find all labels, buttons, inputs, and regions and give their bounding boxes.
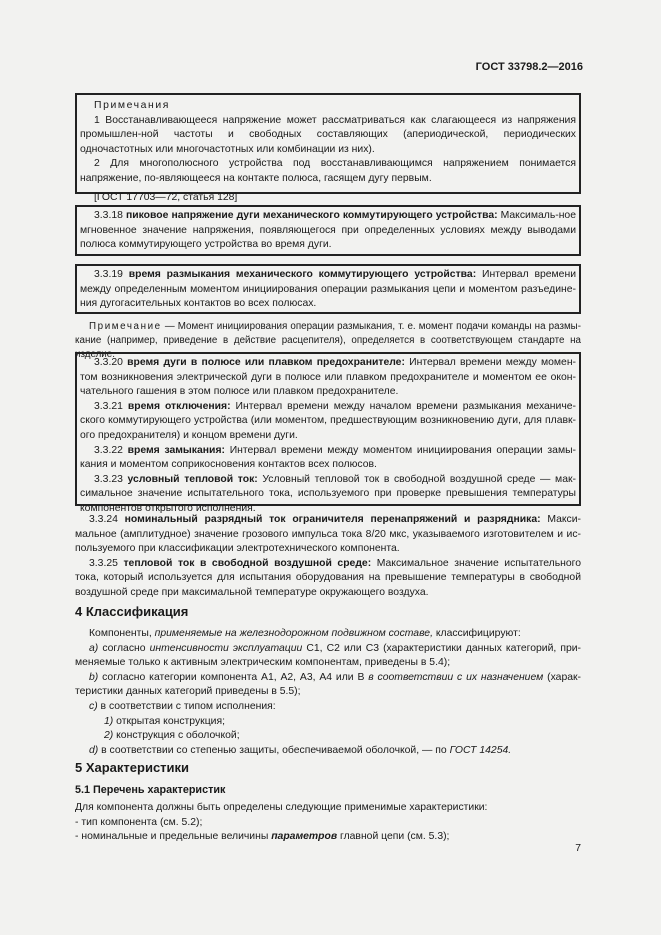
term-title: условный тепловой ток:	[127, 473, 258, 485]
item-text: согласно категории компонента А1, А2, А3, А4 или В	[102, 671, 365, 683]
term-definition: Максимальное значение испытательного тока, который используется для испытания оборудования на превышение температуры в свободной воздушной среде при максимальной температуре окружающего воздуха.	[75, 557, 582, 598]
intro-italic: применяемые на железнодорожном подвижном составе,	[154, 628, 433, 639]
term-number: 3.3.21	[94, 400, 123, 412]
subsection-5-1-title: 5.1 Перечень характеристик	[75, 784, 226, 796]
item-letter: а)	[89, 642, 99, 654]
term-number: 3.3.18	[94, 210, 123, 221]
classification-c	[75, 700, 581, 715]
term-title: тепловой ток в свободной воздушной среде:	[123, 557, 372, 569]
term-3325	[75, 557, 581, 601]
reference: [ГОСТ 17703—72, статья 128]	[94, 191, 238, 203]
item-letter: b)	[89, 671, 99, 683]
term-box-3319	[75, 264, 581, 314]
intro-text: Компоненты,	[89, 628, 152, 639]
section-4-body	[75, 627, 581, 758]
item-text: в соответствии с типом исполнения:	[100, 700, 276, 712]
term-definition: Интервал времени между определенным моментом инициирования операции размыкания цепи и моментом разъедине-ния дугогасительных контактов во всех полюсах.	[80, 269, 576, 310]
term-title: время замыкания:	[127, 444, 225, 456]
term-3324	[75, 513, 581, 557]
note-text: — Момент инициирования операции размыкания, т. е. момент подачи команды на размы-кание (например, приведение в действие расцепителя), определяется в соответствующем стандарте на изделие.	[75, 321, 581, 360]
term-number: 3.3.22	[94, 444, 123, 456]
item-text: согласно	[102, 642, 146, 654]
section-5-body	[75, 801, 581, 845]
term-title: время дуги в полюсе или плавком предохранителе:	[127, 357, 405, 368]
note-1: 1 Восстанавливающееся напряжение может рассматриваться как слагающееся из напряжения промышлен-ной частоты и свободных составляющих (апериодической, периодических одночастотных или многочастотных или комбинации из них).	[80, 114, 576, 155]
section-4-title: 4 Классификация	[75, 604, 189, 619]
item-italic: интенсивности эксплуатации	[149, 642, 303, 654]
item-number: 1)	[104, 715, 114, 727]
term-definition: Максималь-ное мгновенное значение напряжения, появляющегося при определенных условиях между выводами полюса коммутирующего устройства во время дуги.	[80, 210, 576, 251]
term-definition: Макси-мальное (амплитудное) значение грозового импульса тока 8/20 мкс, указываемого изготовителем и ис-пользуемого при классификации электротехнического компонента.	[75, 514, 582, 555]
term-3319	[80, 268, 576, 312]
item-italic: ГОСТ 14254.	[449, 744, 512, 756]
item-text: С1, С2 или С3 (характеристики данных категорий, при-меняемые только к активным электрическим компонентам, приведены в 5.4);	[75, 642, 582, 669]
characteristics-item-2	[75, 830, 581, 845]
note-2: 2 Для многополюсного устройства под восстанавливающимся напряжением понимается напряжение, по-являющееся на контакте полюса, гасящем дугу первым.	[80, 158, 576, 184]
classification-intro	[75, 627, 581, 642]
item-italic: в соответствии с их назначением	[368, 671, 544, 683]
item-text: главной цепи (см. 5.3);	[340, 831, 450, 843]
term-number: 3.3.19	[94, 269, 123, 280]
term-definition: Интервал времени между началом времени размыкания механиче-ского коммутирующего устройства (или моментом, предшествующим возникновению дуги, для плавк-ого предохранителя) и концом времени дуги.	[80, 400, 577, 441]
page-number: 7	[575, 843, 581, 854]
item-bold-italic: параметров	[271, 831, 338, 843]
classification-b	[75, 671, 581, 700]
item-letter: с)	[89, 700, 98, 712]
item-letter: d)	[89, 744, 99, 756]
characteristics-item-1: - тип компонента (см. 5.2);	[75, 816, 203, 828]
term-number: 3.3.20	[94, 357, 123, 368]
notes-title: Примечания	[94, 100, 170, 111]
term-number: 3.3.25	[89, 557, 118, 569]
item-text: открытая конструкция;	[116, 715, 225, 727]
classification-a	[75, 642, 581, 671]
term-title: время отключения:	[127, 400, 231, 412]
term-3323	[80, 473, 576, 517]
item-text: (харак-теристики данных категорий приведены в 5.5);	[75, 671, 582, 698]
item-text: - номинальные и предельные величины	[75, 831, 269, 843]
standard-header: ГОСТ 33798.2—2016	[475, 61, 583, 73]
characteristics-intro: Для компонента должны быть определены следующие применимые характеристики:	[75, 802, 488, 813]
term-3322	[80, 444, 576, 473]
classification-c2	[75, 729, 581, 744]
item-text: конструкция с оболочкой;	[116, 730, 240, 742]
term-3321	[80, 400, 576, 444]
item-text: в соответствии со степенью защиты, обеспечиваемой оболочкой, — по	[101, 744, 447, 756]
term-3318	[80, 209, 576, 253]
intro-text-end: классифицируют:	[435, 628, 521, 639]
item-number: 2)	[104, 730, 114, 742]
note-label: Примечание	[89, 321, 162, 332]
term-3320	[80, 356, 576, 400]
term-number: 3.3.23	[94, 473, 123, 485]
term-title: пиковое напряжение дуги механического коммутирующего устройства:	[125, 210, 498, 221]
term-box-3318	[75, 205, 581, 256]
term-definition: Интервал времени между моментом инициирования операции замы-кания и моментом соприкосновения контактов всех полюсов.	[80, 444, 577, 471]
notes-box	[75, 93, 581, 203]
terms-3324-3325	[75, 513, 581, 601]
classification-d	[75, 744, 581, 759]
term-title: время размыкания механического коммутирующего устройства:	[128, 269, 477, 280]
term-box-3320-3323	[75, 352, 581, 514]
term-definition: Условный тепловой ток в свободной воздушной среде — мак-симальное значение испытательного тока, используемого при проверке превышения температуры компонентов открытого исполнения.	[80, 473, 576, 514]
classification-c1	[75, 715, 581, 730]
section-5-title: 5 Характеристики	[75, 760, 190, 775]
term-number: 3.3.24	[89, 514, 118, 525]
term-title: номинальный разрядный ток ограничителя перенапряжений и разрядника:	[124, 514, 541, 525]
term-definition: Интервал времени между момен-том возникновения электрической дуги в полюсе или плавком предохранителе и моментом ее окон-чательного гашения в этом полюсе или плавком предохранителе.	[80, 357, 577, 398]
